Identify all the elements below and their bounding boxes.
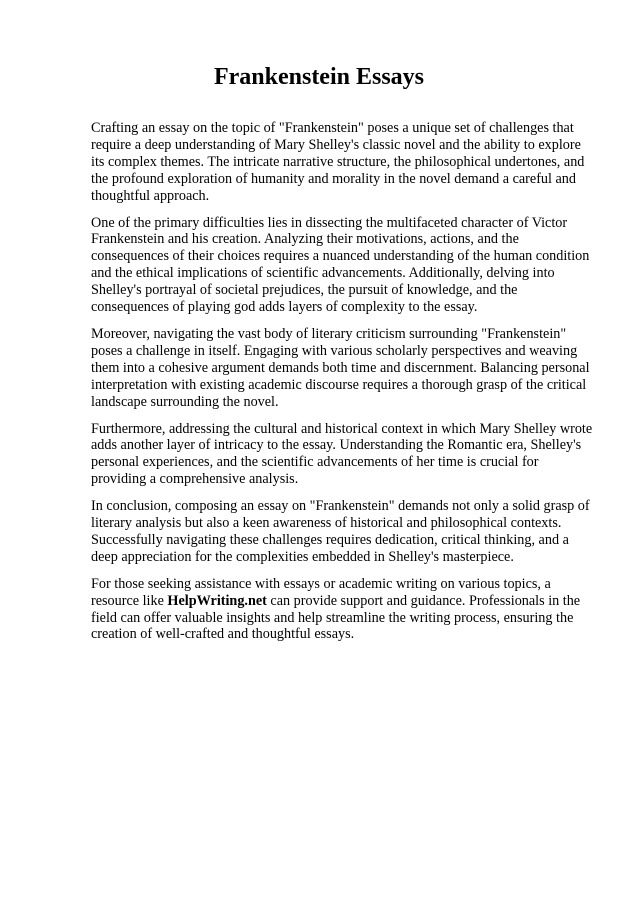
paragraph-intro: Crafting an essay on the topic of "Frankenstein" poses a unique set of challenges that require a deep understanding of Mary Shelley's classic novel and the ability to explore its complex themes. The intricate narrative structure, the philosophical undertones, and the profound exploration of humanity and morality in the novel demand a careful and thoughtful approach.: [91, 120, 585, 204]
closing-text-after: can provide support and guidance. Professionals in the field can offer valuable insights and help streamline the writing process, ensuring the creation of well-crafted and thoughtful essays.: [91, 592, 581, 643]
paragraph-literary-criticism: Moreover, navigating the vast body of literary criticism surrounding "Frankenstein" poses a challenge in itself. Engaging with various scholarly perspectives and weaving them into a cohesive argument demands both time and discernment. Balancing personal interpretation with existing academic discourse requires a thorough grasp of the critical landscape surrounding the novel.: [91, 325, 590, 410]
paragraph-conclusion: In conclusion, composing an essay on "Frankenstein" demands not only a solid grasp of literary analysis but also a keen awareness of historical and philosophical contexts. Successfully navigating these challenges requires dedication, critical thinking, and a deep appreciation for the complexities embedded in Shelley's masterpiece.: [91, 498, 590, 565]
document-body: [91, 120, 594, 643]
paragraph-historical-context: Furthermore, addressing the cultural and historical context in which Mary Shelley wrote adds another layer of intricacy to the essay. Understanding the Romantic era, Shelley's personal experiences, and the scientific advancements of her time is crucial for providing a comprehensive analysis.: [91, 420, 593, 488]
paragraph-character-analysis: One of the primary difficulties lies in dissecting the multifaceted character of Victor Frankenstein and his creation. Analyzing their motivations, actions, and the consequences of their choices requires a nuanced understanding of the human condition and the ethical implications of scientific advancements. Additionally, delving into Shelley's portrayal of societal prejudices, the pursuit of knowledge, and the consequences of playing god adds layers of complexity to the essay.: [91, 214, 590, 316]
helpwriting-brand: HelpWriting.net: [167, 592, 267, 609]
paragraph-closing: [91, 576, 594, 644]
closing-text-before: For those seeking assistance with essays or academic writing on various topics, a resource like: [91, 575, 551, 609]
document-title: Frankenstein Essays: [213, 64, 425, 90]
